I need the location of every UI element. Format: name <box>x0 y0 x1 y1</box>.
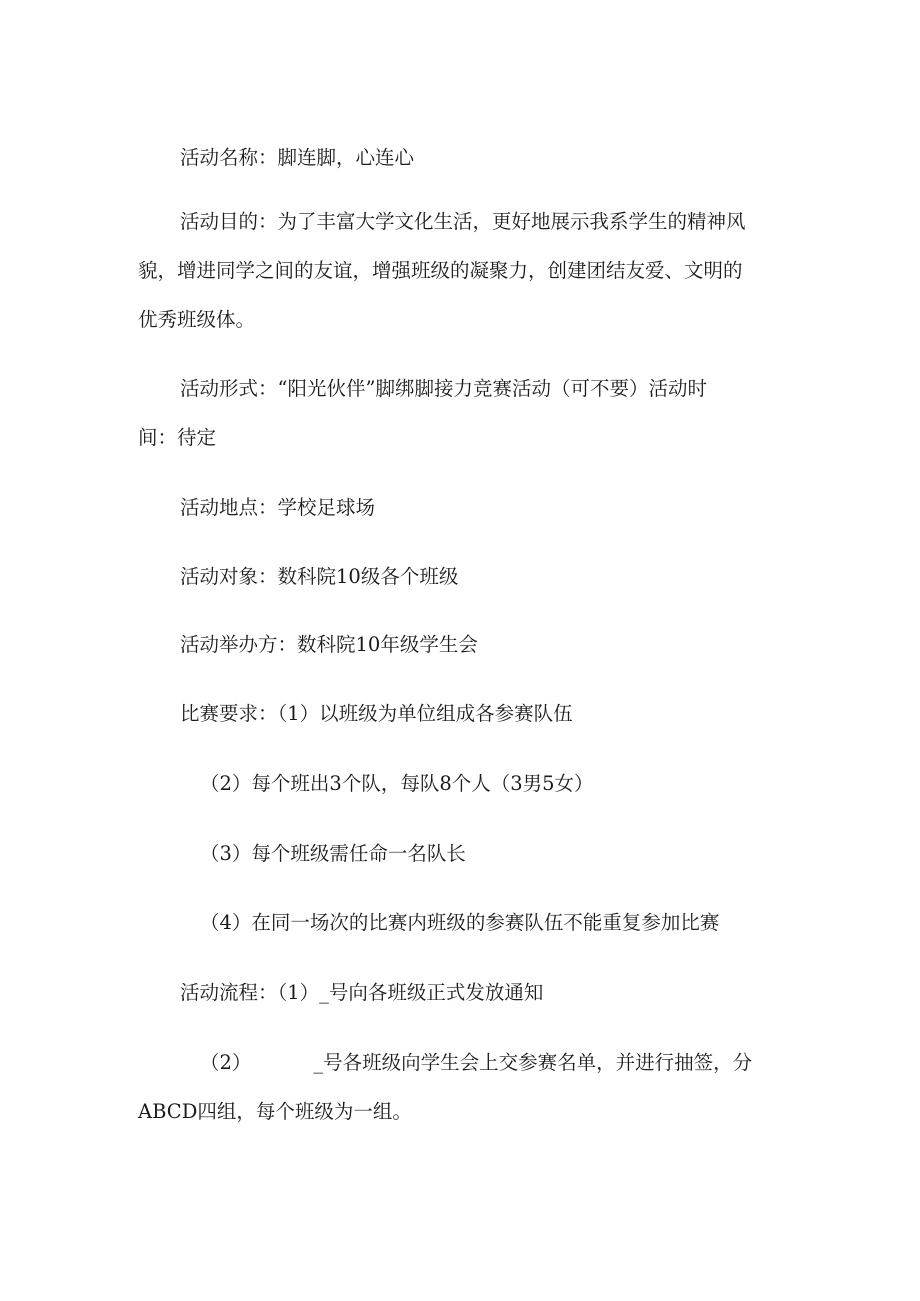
form-line-1: 活动形式：“阳光伙伴”脚绑脚接力竞赛活动（可不要）活动时 <box>180 377 707 400</box>
activity-target <box>138 552 778 601</box>
process-1 <box>138 968 778 1017</box>
form-line-2: 间：待定 <box>138 426 217 449</box>
purpose-line-2: 貌，增进同学之间的友谊，增强班级的凝聚力，创建团结友爱、文明的 <box>138 259 743 282</box>
activity-form <box>138 364 778 462</box>
activity-name-line: 活动名称：脚连脚，心连心 <box>180 146 415 169</box>
purpose-line-3: 优秀班级体。 <box>138 308 256 331</box>
process-2-line-1 <box>138 1038 778 1087</box>
process-2-prefix: （2） <box>200 1051 252 1074</box>
activity-location <box>138 483 778 532</box>
organizer-line: 活动举办方：数科院10年级学生会 <box>180 633 478 656</box>
purpose-line-1: 活动目的：为了丰富大学文化生活，更好地展示我系学生的精神风 <box>180 210 746 233</box>
target-line: 活动对象：数科院10级各个班级 <box>180 565 459 588</box>
requirement-4-line: （4）在同一场次的比赛内班级的参赛队伍不能重复参加比赛 <box>200 911 720 934</box>
process-2-line-2: ABCD四组，每个班级为一组。 <box>138 1100 412 1123</box>
activity-name <box>138 133 778 182</box>
requirement-4 <box>138 898 778 947</box>
process-2 <box>138 1038 778 1136</box>
requirement-2 <box>138 759 778 808</box>
activity-organizer <box>138 620 778 669</box>
location-line: 活动地点：学校足球场 <box>180 496 376 519</box>
activity-purpose <box>138 197 778 344</box>
requirement-2-line: （2）每个班出3个队，每队8个人（3男5女） <box>200 772 594 795</box>
requirement-1-line: 比赛要求：（1）以班级为单位组成各参赛队伍 <box>180 702 573 725</box>
requirement-3 <box>138 829 778 878</box>
process-2-rest: _号各班级向学生会上交参赛名单，并进行抽签，分 <box>313 1051 753 1074</box>
requirement-1 <box>138 689 778 738</box>
process-1-line: 活动流程：（1）_号向各班级正式发放通知 <box>180 981 544 1004</box>
requirement-3-line: （3）每个班级需任命一名队长 <box>200 842 466 865</box>
